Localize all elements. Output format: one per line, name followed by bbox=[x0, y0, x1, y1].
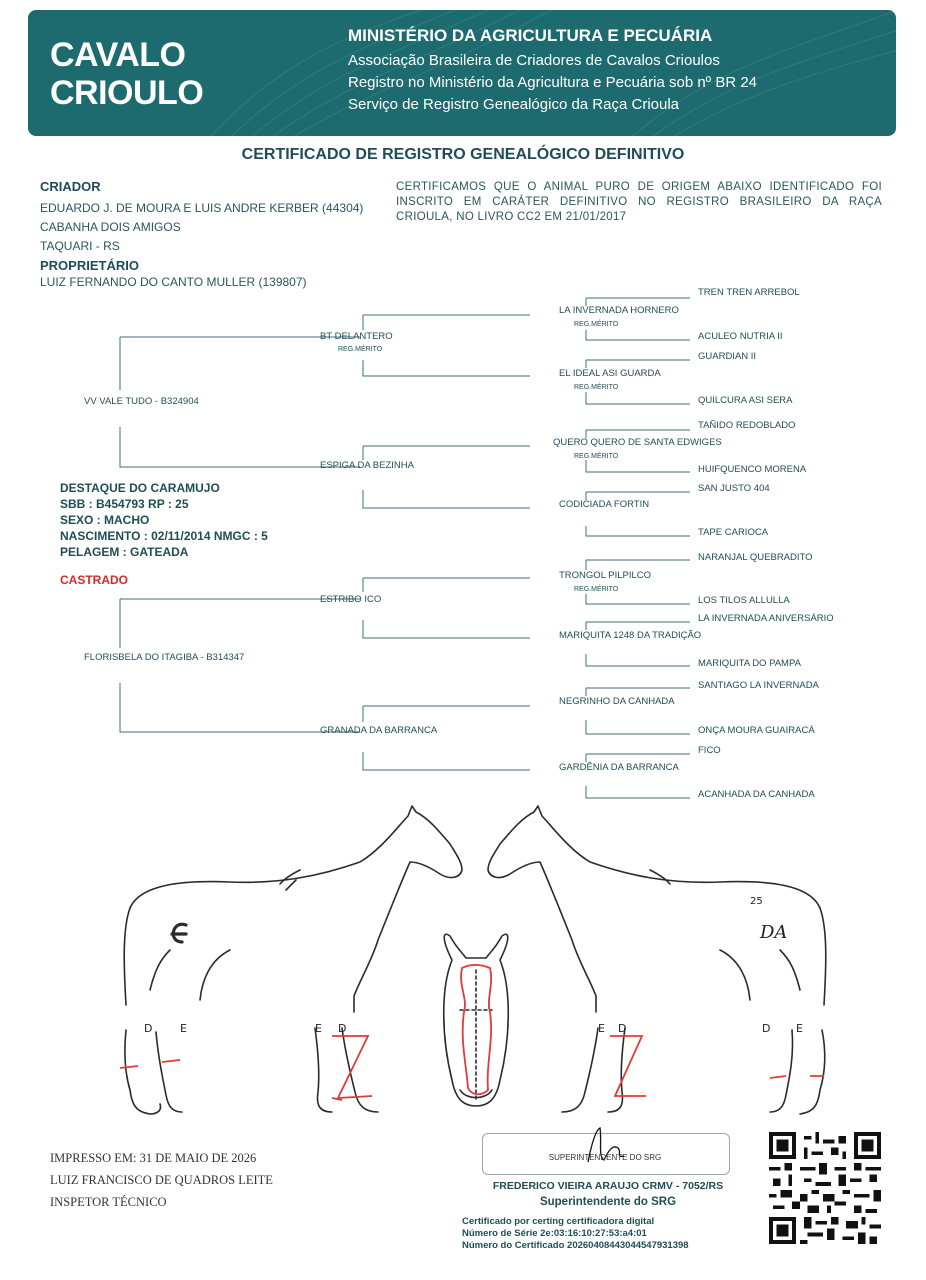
pedigree-g4-9: NARANJAL QUEBRADITO bbox=[698, 552, 813, 563]
breeder-city: TAQUARI - RS bbox=[40, 239, 120, 253]
pedigree-g4-16: ACANHADA DA CANHADA bbox=[698, 789, 815, 800]
inspector-title: INSPETOR TÉCNICO bbox=[50, 1195, 167, 1209]
pedigree-g4-13: SANTIAGO LA INVERNADA bbox=[698, 680, 819, 691]
inspector-name: LUIZ FRANCISCO DE QUADROS LEITE bbox=[50, 1173, 273, 1187]
brand-right: DA bbox=[760, 922, 788, 943]
leg-label: D bbox=[762, 1022, 771, 1035]
merit-badge: REG.MÉRITO bbox=[574, 384, 619, 391]
pedigree-dam-dam: GRANADA DA BARRANCA bbox=[320, 725, 438, 736]
pedigree-dam-sire: ESTRIBO ICO bbox=[320, 594, 382, 605]
certificate-title: CERTIFICADO DE REGISTRO GENEALÓGICO DEFINITIVO bbox=[241, 146, 685, 163]
pedigree-g4-14: ONÇA MOURA GUAIRACÁ bbox=[698, 725, 815, 736]
pedigree-g4-1: TREN TREN ARREBOL bbox=[698, 287, 800, 298]
header-banner bbox=[28, 10, 896, 136]
owner-name: LUIZ FERNANDO DO CANTO MULLER (139807) bbox=[40, 275, 307, 289]
leg-label: D bbox=[144, 1022, 153, 1035]
digital-certifier: Certificado por certing certificadora digital bbox=[462, 1216, 655, 1227]
leg-label: D bbox=[338, 1022, 347, 1035]
animal-birth: NASCIMENTO : 02/11/2014 NMGC : 5 bbox=[60, 529, 268, 543]
superintendent-title: Superintendente do SRG bbox=[539, 1196, 677, 1208]
owner-label: PROPRIETÁRIO bbox=[40, 258, 139, 273]
breeder-farm: CABANHA DOIS AMIGOS bbox=[40, 220, 181, 234]
red-sock-mark bbox=[770, 1076, 824, 1078]
pedigree-sire-dam: ESPIGA DA BEZINHA bbox=[320, 460, 414, 471]
service-name: Serviço de Registro Genealógico da Raça Crioula bbox=[348, 96, 680, 113]
pedigree-g4-5: TAÑIDO REDOBLADO bbox=[698, 420, 796, 431]
ministry-name: MINISTÉRIO DA AGRICULTURA E PECUÁRIA bbox=[348, 26, 713, 45]
red-blaze-mark bbox=[332, 1036, 372, 1100]
pedigree-g4-2: ACULEO NUTRIA II bbox=[698, 331, 783, 342]
pedigree-g4-15: FICO bbox=[698, 745, 721, 756]
merit-badge: REG.MÉRITO bbox=[338, 346, 383, 353]
pedigree-g3-6: MARIQUITA 1248 DA TRADIÇÃO bbox=[559, 630, 702, 641]
merit-badge: REG.MÉRITO bbox=[574, 321, 619, 328]
breeder-label: CRIADOR bbox=[40, 179, 101, 194]
pedigree-g3-7: NEGRINHO DA CANHADA bbox=[559, 696, 675, 707]
pedigree-g4-12: MARIQUITA DO PAMPA bbox=[698, 658, 801, 669]
leg-label: D bbox=[618, 1022, 627, 1035]
pedigree-g3-4: CODICIADA FORTIN bbox=[559, 499, 650, 510]
certificate-number: Número do Certificado 20260408443044547931398 bbox=[462, 1240, 689, 1251]
pedigree-sire-sire: BT DELANTERO bbox=[320, 331, 393, 342]
pedigree-g4-4: QUILCURA ASI SERA bbox=[698, 395, 793, 406]
rp-mark: 25 bbox=[750, 896, 763, 907]
pedigree-g3-3: QUERO QUERO DE SANTA EDWIGES bbox=[553, 437, 722, 448]
leg-label: E bbox=[796, 1022, 803, 1035]
pedigree-g4-6: HUIFQUENCO MORENA bbox=[698, 464, 807, 475]
pedigree-g4-8: TAPE CARIOCA bbox=[698, 527, 769, 538]
red-blaze-mark bbox=[610, 1036, 646, 1096]
right-horse-outline bbox=[488, 806, 820, 1012]
registry-number: Registro no Ministério da Agricultura e Pecuária sob nº BR 24 bbox=[348, 74, 758, 91]
breeder-name: EDUARDO J. DE MOURA E LUIS ANDRE KERBER (44304) bbox=[40, 201, 364, 215]
pedigree-g4-11: LA INVERNADA ANIVERSÁRIO bbox=[698, 613, 834, 624]
pedigree-g4-10: LOS TILOS ALLULLA bbox=[698, 595, 790, 606]
association-name: Associação Brasileira de Criadores de Cavalos Crioulos bbox=[348, 52, 720, 69]
merit-badge: REG.MÉRITO bbox=[574, 586, 619, 593]
serial-number: Número de Série 2e:03:16:10:27:53:a4:01 bbox=[462, 1228, 647, 1239]
pedigree-g3-8: GARDÊNIA DA BARRANCA bbox=[559, 762, 679, 773]
horse-markings-diagram bbox=[110, 800, 840, 1125]
leg-label: E bbox=[315, 1022, 322, 1035]
pedigree-g3-5: TRONGOL PILPILCO bbox=[559, 570, 652, 581]
pedigree-g3-2: EL IDEAL ASI GUARDA bbox=[559, 368, 661, 379]
qr-code[interactable] bbox=[768, 1132, 882, 1244]
superintendent-name: FREDERICO VIEIRA ARAUJO CRMV - 7052/RS bbox=[492, 1180, 724, 1192]
pedigree-g4-7: SAN JUSTO 404 bbox=[698, 483, 770, 494]
cavalo-crioulo-logo: CAVALO CRIOULO bbox=[50, 36, 204, 112]
printed-date: IMPRESSO EM: 31 DE MAIO DE 2026 bbox=[50, 1151, 257, 1165]
leg-label: E bbox=[598, 1022, 605, 1035]
leg-label: E bbox=[180, 1022, 187, 1035]
left-horse-outline bbox=[130, 806, 462, 1012]
pedigree-sire: VV VALE TUDO - B324904 bbox=[84, 396, 199, 407]
certification-statement: CERTIFICAMOS QUE O ANIMAL PURO DE ORIGEM ABAIXO IDENTIFICADO FOI INSCRITO EM CARÁTER DEFINITIVO NO REGISTRO BRASILEIRO DA RAÇA CRIOULA, NO LIVRO CC2 EM 21/01/2017 bbox=[396, 181, 882, 223]
signature-scribble bbox=[578, 1122, 638, 1170]
animal-sex: SEXO : MACHO bbox=[60, 513, 150, 527]
animal-name: DESTAQUE DO CARAMUJO bbox=[60, 481, 220, 495]
animal-info bbox=[60, 480, 268, 560]
brand-mark bbox=[172, 924, 186, 942]
signature-caption: SUPERINTENDENTE DO SRG bbox=[548, 1153, 662, 1162]
pedigree-g3-1: LA INVERNADA HORNERO bbox=[559, 305, 679, 316]
pedigree-dam: FLORISBELA DO ITAGIBA - B314347 bbox=[84, 652, 245, 663]
merit-badge: REG.MÉRITO bbox=[574, 453, 619, 460]
organization-info bbox=[348, 26, 757, 118]
red-sock-mark bbox=[120, 1060, 180, 1068]
animal-coat: PELAGEM : GATEADA bbox=[60, 545, 189, 559]
pedigree-g4-3: GUARDIAN II bbox=[698, 351, 757, 362]
animal-sbb-rp: SBB : B454793 RP : 25 bbox=[60, 497, 189, 511]
castrated-status: CASTRADO bbox=[60, 573, 128, 587]
